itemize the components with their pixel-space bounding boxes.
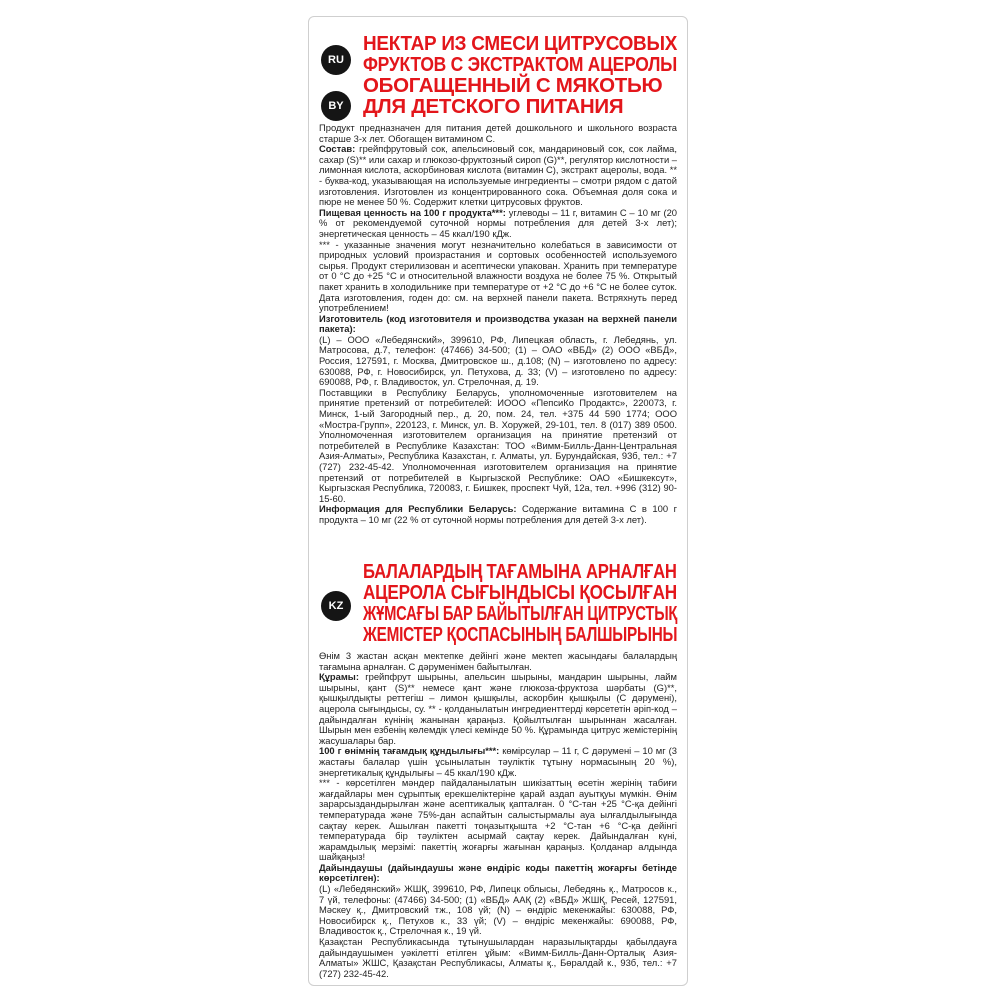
ru-composition-label: Состав: [319, 143, 356, 155]
ru-title-line: ОБОГАЩЕННЫЙ С МЯКОТЬЮ [363, 74, 663, 97]
ru-intro: Продукт предназначен для питания детей дошкольного и школьного возраста старше 3-х лет. Обогащен витамином С. [319, 122, 677, 144]
kz-nutrition-text: көмірсулар – 11 г, С дәрумені – 10 мг (3 жастағы балалар үшін ұсынылатын тәуліктік тұтыну нормасының 20 %), энергетикалық құндылығы – 45 ккал/190 кДж. [319, 745, 677, 778]
ru-title-line: ФРУКТОВ С ЭКСТРАКТОМ АЦЕРОЛЫ [363, 53, 678, 76]
ru-body [319, 123, 677, 526]
kz-title-line: ЖҰМСАҒЫ БАР БАЙЫТЫЛҒАН ЦИТРУСТЫҚ [363, 602, 678, 625]
ru-title [363, 33, 677, 117]
badge-ru: RU [321, 45, 351, 75]
ru-title-line: ДЛЯ ДЕТСКОГО ПИТАНИЯ [363, 95, 624, 118]
kz-title-line: АЦЕРОЛА СЫҒЫНДЫСЫ ҚОСЫЛҒАН [363, 581, 677, 604]
kz-composition [319, 672, 677, 746]
kz-composition-label: Құрамы: [319, 671, 359, 683]
kz-header [319, 561, 677, 645]
kz-manufacturers: (L) «Лебедянский» ЖШҚ, 399610, РФ, Липецк облысы, Лебедянь қ., Матросов к., 7 үй, телефоны: (47466) 34-500; (1) «ВБД» ААҚ (2) «ВБД» ЖШҚ, Ресей, 127591, Мәскеу қ., Дмитровский тж., 108 үй; (N) – өндіріс мекенжайы: 630088, РФ, Новосибирск қ., Петухов к., 33 үй; (V) – өндіріс мекенжайы: 690088, РФ, Владивосток қ., Стрелочная к., 19 үй. [319, 883, 677, 937]
label-panel [308, 16, 688, 986]
kz-intro: Өнім 3 жастан асқан мектепке дейінгі және мектеп жасындағы балалардың тағамына арналған. С дәруменімен байытылған. [319, 650, 677, 672]
kz-storage: *** - көрсетілген мәндер пайдаланылатын шикізаттың өсетін жерінің табиғи жағдайлары мен сұрыптық ерекшеліктеріне қарай аздап ауытқуы мүмкін. Өнім зарарсыздандырылған және асептикалық қапталған. 0 °С-тан +25 °С-қа дейінгі температурада және 75%-дан аспайтын салыстырмалы ауа ылғалдылығында сақтау керек. Ашылған пакетті тоңазытқышта +2 °С-тан +6 °С-қа дейінгі температурада бір тәуліктен асырмай сақтау керек. Дайындалған күні, жарамдылық мерзімі: пакеттің жоғарғы жағынан қараңыз. Қолданар алдында шайқаңыз! [319, 777, 677, 863]
kz-nutrition-label: 100 г өнімнің тағамдық құндылығы***: [319, 745, 500, 757]
kz-kazakhstan-representative: Қазақстан Республикасында тұтынушылардан наразылықтарды қабылдауға дайындаушымен уәкілетті етілген ұйым: «Вимм-Билль-Данн-Орталық Азия-Алматы» ЖШС, Қазақстан Республикасы, Алматы қ., Бөралдай к., 93б, тел.: +7 (727) 232-45-42. [319, 936, 677, 979]
ru-nutrition-label: Пищевая ценность на 100 г продукта***: [319, 206, 506, 218]
ru-composition [319, 144, 677, 208]
badge-kz: KZ [321, 591, 351, 621]
ru-storage: *** - указанные значения могут незначительно колебаться в зависимости от природных условий произрастания и сортовых особенностей используемого сырья. Продукт стерилизован и асептически упакован. Хранить при температуре от 0 °С до +25 °С и относительной влажности воздуха не более 75 %. Открытый пакет хранить в холодильнике при температуре от +2 °С до +6 °С не более суток. Дата изготовления, годен до: см. на верхней панели пакета. Встряхнуть перед употреблением! [319, 238, 677, 314]
ru-manufacturer-label: Изготовитель (код изготовителя и производства указан на верхней панели пакета): [319, 312, 677, 335]
kz-title-line: ЖЕМІСТЕР ҚОСПАСЫНЫҢ БАЛШЫРЫНЫ [363, 623, 678, 646]
ru-nutrition [319, 208, 677, 240]
kz-title [363, 561, 677, 645]
ru-title-line: НЕКТАР ИЗ СМЕСИ ЦИТРУСОВЫХ [363, 32, 678, 55]
ru-manufacturers: (L) – ООО «Лебедянский», 399610, РФ, Липецкая область, г. Лебедянь, ул. Матросова, д.7, телефон: (47466) 34-500; (1) – ОАО «ВБД» (2) ООО «ВБД», Россия, 127591, г. Москва, Дмитровское ш., д.108; (N) – изготовлено по адресу: 630088, РФ, г. Новосибирск, ул. Петухова, д. 33; (V) – изготовлено по адресу: 690088, РФ, г. Владивосток, ул. Стрелочная, д. 19. [319, 333, 677, 388]
kz-title-line: БАЛАЛАРДЫҢ ТАҒАМЫНА АРНАЛҒАН [363, 560, 677, 583]
kz-body [319, 651, 677, 979]
ru-info [319, 504, 677, 525]
ru-header [319, 33, 677, 117]
kz-manufacturer-label: Дайындаушы (дайындаушы және өндіріс коды пакеттің жоғарғы бетінде көрсетілген): [319, 861, 677, 884]
ru-info-label: Информация для Республики Беларусь: [319, 503, 517, 515]
ru-nutrition-text: углеводы – 11 г, витамин С – 10 мг (20 % от рекомендуемой суточной нормы потребления для детей 3-х лет); энергетическая ценность – 45 ккал/190 кДж. [319, 206, 677, 239]
ru-info-text: Содержание витамина С в 100 г продукта – 10 мг (22 % от суточной нормы потребления для детей 3-х лет). [319, 503, 677, 525]
ru-composition-text: грейпфрутовый сок, апельсиновый сок, мандариновый сок, сок лайма, сахар (S)** или сахар и глюкозо-фруктозный сироп (G)**, регулятор кислотности – лимонная кислота, аскорбиновая кислота (витамин С), экстракт ацеролы, вода. ** - буква-код, указывающая на используемые ингредиенты – смотри рядом с датой изготовления. Изготовлен из концентрированного сока. Объемная доля сока и пюре не менее 50 %. Содержит клетки цитрусовых фруктов. [319, 143, 677, 208]
ru-belarus-suppliers: Поставщики в Республику Беларусь, уполномоченные изготовителем на принятие претензий от потребителей: ИООО «ПепсиКо Продактс», 220073, г. Минск, 1-ый Загородный пер., д. 20, пом. 24, тел. +375 44 590 1774; ООО «Мостра-Групп», 220123, г. Минск, ул. В. Хоружей, 29-101, тел. 8 (017) 389 0500. Уполномоченная изготовителем организация на принятие претензий от потребителей в Республике Казахстан: ТОО «Вимм-Билль-Данн-Центральная Азия-Алматы», Республика Казахстан, г. Алматы, ул. Бурундайская, 93б, тел.: +7 (727) 232-45-42. Уполномоченная изготовителем организация на принятие претензий от потребителей в Кыргызской Республике: ОАО «Бишкексут», Кыргызская Республика, 720083, г. Бишкек, проспект Чуй, 12а, тел. +996 (312) 90-15-60. [319, 386, 677, 504]
section-kz [319, 561, 677, 979]
badge-by: BY [321, 91, 351, 121]
kz-composition-text: грейпфрут шырыны, апельсин шырыны, мандарин шырыны, лайм шырыны, қант (S)** немесе қант және глюкоза-фруктоза шәрбаты (G)**, қышқылдықты реттегіш – лимон қышқылы, аскорбин қышқылы (С дәрумені), ацерола сығындысы, су. ** - қолданылатын ингредиенттерді көрсететін әріп-код – дайындалған күнінің жанынан қараңыз. Қойылтылған шырыннан жасалған. Шырын мен езбенің көлемдік үлесі кемінде 50 %. Құрамында цитрус жемістерінің жасушалары бар. [319, 671, 677, 746]
section-ru [319, 33, 677, 526]
kz-nutrition [319, 746, 677, 778]
